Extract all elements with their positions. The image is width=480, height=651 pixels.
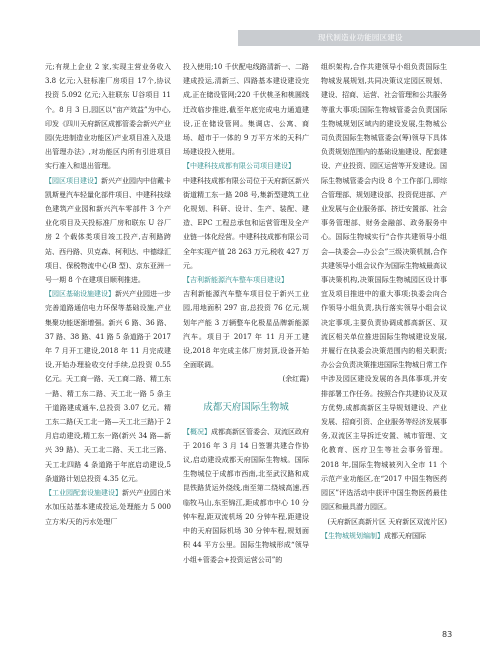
section-text: 吉利新能源汽车整车项目位于新兴工业园,用地面积 297 亩,总投资 76 亿元,规划年产能 3 万辆整车化极星品牌新能源汽车。项目于 2017 年 11 月开工建设,2018 年完成主体厂房封顶,设备开始全面联调。	[183, 290, 309, 370]
section-text: 成都天府国际	[384, 531, 426, 540]
paragraph: 元;有规上企业 2 家,实现主营业务收入 3.8 亿元;入驻标准厂房项目 17个,协议投资 5.092 亿元;入驻联东 U谷项目 11 个。8 月 3 日,园区以“亩产效益”为中心,印发《四川天府新区成都管委会新兴产业园(先进制造业功能区)产业项目准入及退出管理办法》,对功能区内所有引进项目实行准入和退出管理。	[45, 63, 171, 171]
column-2	[183, 60, 309, 608]
section-overview	[183, 425, 309, 567]
section-text: 新兴产业园进一步完善道路通信电力环保等基础设施,产业集聚功能逐渐增强。新兴 6 路、36 路、37 路、38 路、41 路 5 条道路于 2017 年 7 月开工建设,2018 年 11 月完成建设,开始办理验收交付手续,总投资 0.55 亿元。天工商一路、天工商二路、精工东一路、精工东二路、天工北一路 5 条主干道路建成通车,总投资 3.07 亿元。精工东二路(天工北一路—天工北三路)于 2 月启动建设,精工东一路(新兴 34 路—新兴 39 路)、天工北二路、天工北三路、天工北四路 4 条道路于年底启动建设,5 条道路计划总投资 4.35 亿元。	[45, 290, 171, 483]
source-signature: (天府新区高新片区 天府新区双流片区)	[327, 517, 447, 526]
author-signature: (余红霞)	[282, 375, 309, 384]
section-text: 成都高新区管委会、双流区政府于 2016 年 3 月 14 日签署共建合作协议,启动建设成都天府国际生物城。国际生物城位于成都市西南,北至武汉路和成昆铁路货运外绕线,南至第二绕城高速,西临牧马山,东至锦江,距成都市中心 10 分钟车程,距双流机场 20 分钟车程,距建设中的天府国际机场 30 分钟车程,规划面积 44 平方公里。国际生物城形成“领导小组+管委会+投资运营公司”的	[183, 427, 309, 564]
section-heading: 成都天府国际生物城	[203, 401, 289, 413]
header-title: 现代制造业功能园区建设	[318, 33, 403, 42]
section-tag: 【工业园配套设施建设】	[45, 489, 122, 498]
section-text: 新兴产业园内中信戴卡凯斯曼汽车轻量化部件项目、中建科技绿色建筑产业园和新兴汽车零部件 3 个产业化项目及天投标准厂房和联东 U 谷厂房 2 个载体类项目竣工投产,吉利路跨站、西丹路、贝克森、柯利达、中德绿汇项目、保税物流中心(B 型)、京东亚洲一号一期 8 个在建项目顺利推进。	[45, 176, 171, 285]
section-tag: 【园区基础设施建设】	[45, 290, 115, 299]
section-tag: 【概况】	[183, 427, 211, 436]
section-tag: 【吉利新能源汽车整车项目建设】	[183, 276, 288, 285]
section-china-construction-tech	[183, 159, 309, 273]
section-infrastructure	[45, 287, 171, 486]
paragraph: 组织架构,合作共建领导小组负责国际生物城发展规划,共同决策议定园区规划、建设、招商、运营、社会管理和公共服务等重大事项;国际生物城管委会负责国际生物城规划区域内的建设发展,生物城公司负责国际生物城管委会(筹)领导下具体负责规划范围内的基础设施建设、配套建设、产业投资、园区运营等开发建设。国际生物城管委会内设 8 个工作部门,即综合管理部、规划建设部、投资促进部、产业发展与企业服务部、挤迁安置部、社会事务管理部、财务金融部、政务服务中心。国际生物城实行“合作共建领导小组会—执委会—办公会”三级决策机制,合作共建领导小组会议作为国际生物城最高议事决策机构,决策国际生物城园区设计事宜及项目推进中的重大事项;执委会向合作领导小组负责,执行落实领导小组会议决定事项,主要负责协调成都高新区、双流区相关单位推进国际生物城建设发展,并履行在执委会决策范围内的相关职责;办公会负责决策推进国际生物城日常工作中涉及园区建设发展的各具体事项,并安排部署工作任务。按照合作共建协议及双方优势,成都高新区主导规划建设、产业发展、招商引资、企业服务等经济发展事务,双流区主导拆迁安置、城市管理、文化教育、医疗卫生等社会事务管理。2018 年,国际生物城被列入全市 11 个示范产业功能区,在“2017 中国生物医药园区”评选活动中获评中国生物医药最佳园区和最具潜力园区。	[321, 63, 447, 512]
page-header	[0, 0, 480, 48]
section-text: 新兴产业园白米水加压站基本建成投运,处理能力 5 000 立方米/天的污水处理厂	[45, 489, 171, 526]
text-columns	[45, 60, 447, 608]
section-tag: 【生物城规划编制】	[321, 531, 384, 540]
section-tag: 【园区项目建设】	[45, 176, 101, 185]
column-1	[45, 60, 171, 608]
section-supporting-facilities	[45, 486, 171, 529]
section-planning	[321, 529, 447, 543]
section-geely-ev	[183, 273, 309, 372]
page-number: 83	[442, 630, 453, 639]
section-text: 中建科技成都有限公司位于天府新区新兴街道精工东一路 208 号,集新型建筑工业化规划、科研、设计、生产、装配、建造、EPC 工程总承包和运营管理及全产业链一体化经营。中建科技成都有限公司全年实现产值 28 263 万元,税收 427 万元。	[183, 176, 309, 270]
paragraph: 投入使用;10 千伏配电线路清新一、二路建成投运,清新三、四路基本建设建设完成,正在储设管网;220 千伏桃圣和桃圆线迁改临步推进,截至年底完成电力通道建设,正在储设管网。集调店、公寓、商场、超市于一体的 9 万平方米的天科广场建设投入使用。	[183, 63, 309, 157]
column-3	[321, 60, 447, 608]
section-park-projects	[45, 174, 171, 288]
section-tag: 【中建科技成都有限公司项目建设】	[183, 162, 295, 171]
